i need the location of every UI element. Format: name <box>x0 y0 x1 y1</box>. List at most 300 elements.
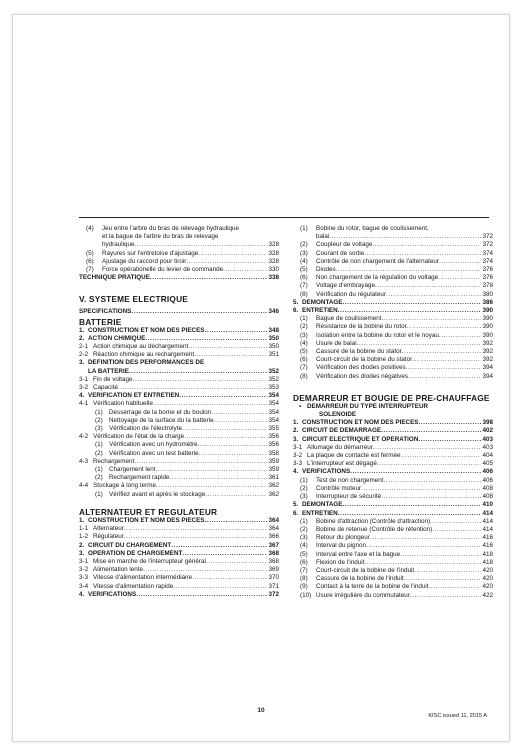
toc-sub-entry <box>79 533 279 541</box>
entry-page: 358 <box>268 449 279 457</box>
entry-number: (7) <box>300 566 308 574</box>
toc-entry <box>293 373 493 381</box>
entry-number: (2) <box>300 484 308 492</box>
leader-dots <box>136 591 267 599</box>
entry-title: Flexion de l'induit <box>316 558 365 566</box>
toc-main-entry <box>79 591 279 599</box>
entry-number: (3) <box>300 249 308 257</box>
leader-dots <box>179 392 267 400</box>
entry-title: Réaction chimique au rechargement <box>93 351 195 359</box>
toc-main-entry-cont <box>79 368 279 376</box>
entry-number: (6) <box>86 257 94 265</box>
entry-title: Action chimique au déchargement <box>93 343 189 351</box>
entry-title: ACTION CHIMIQUE <box>88 334 146 342</box>
leader-dots <box>182 550 267 558</box>
toc-entry <box>293 258 493 266</box>
entry-title: Test de non chargement <box>316 476 384 484</box>
entry-title: Bobine d'attraction (Contrôle d'attraction) <box>316 517 431 525</box>
entry-page: 404 <box>482 452 493 460</box>
entry-number: (1) <box>300 225 308 232</box>
entry-title: Retour du plongeur <box>316 534 370 542</box>
leader-dots <box>432 526 481 534</box>
entry-page: 362 <box>268 482 279 490</box>
entry-title: ENTRETIEN <box>302 307 338 315</box>
entry-number: 3-4 <box>79 582 89 590</box>
leader-dots <box>406 364 482 372</box>
entry-number: (7) <box>300 364 308 372</box>
toc-main-entry <box>79 392 279 400</box>
leader-dots <box>414 567 481 575</box>
toc-entry <box>293 477 493 485</box>
leader-dots <box>364 250 481 258</box>
toc-entry <box>293 493 493 501</box>
toc-main-entry <box>293 419 493 427</box>
section-heading: BATTERIE <box>79 316 122 327</box>
leader-dots <box>173 583 267 591</box>
entry-number: (5) <box>300 348 308 356</box>
toc-subitem-entry <box>79 441 279 449</box>
leader-dots <box>199 450 268 458</box>
toc-main-entry <box>79 308 279 316</box>
entry-title: Contrôle moteur <box>316 484 362 492</box>
subheading-text: DEMARREUR DU TYPE INTERRUPTEUR <box>307 402 429 410</box>
entry-title: hydraulique <box>102 241 135 249</box>
entry-page: 414 <box>482 509 493 517</box>
entry-page: 368 <box>268 557 279 565</box>
entry-title: balai <box>316 233 330 241</box>
section-heading: ALTERNATEUR ET REGULATEUR <box>79 506 218 517</box>
toc-main-entry <box>79 335 279 343</box>
entry-number: (2) <box>95 416 103 424</box>
toc-entry <box>79 250 279 258</box>
leader-dots <box>402 348 482 356</box>
entry-page: 338 <box>268 274 279 282</box>
leader-dots <box>338 510 482 518</box>
entry-title: Vérification du régulateur <box>316 290 387 298</box>
entry-title: Interval entre l'axe et la bague <box>316 550 401 558</box>
toc-entry <box>293 274 493 282</box>
toc-entry <box>293 332 493 340</box>
entry-title: Isolation entre la bobine du rotor et le noyau <box>316 331 439 339</box>
toc-entry <box>293 340 493 348</box>
entry-page: 408 <box>482 493 493 501</box>
entry-number: 4-3 <box>79 457 89 465</box>
entry-page: 352 <box>268 375 279 383</box>
entry-title: Nettoyage de la surface du la batterie <box>109 416 214 424</box>
entry-page: 367 <box>268 541 279 549</box>
leader-dots <box>381 493 481 501</box>
entry-number: (2) <box>300 241 308 249</box>
leader-dots <box>336 266 482 274</box>
issue-label: KISC issued 11, 2015 A <box>428 713 487 719</box>
entry-number: (6) <box>300 558 308 566</box>
toc-entry <box>293 551 493 559</box>
toc-sub-entry <box>293 444 493 452</box>
toc-subitem-entry <box>79 450 279 458</box>
entry-page: 392 <box>482 356 493 364</box>
entry-page: 350 <box>268 334 279 342</box>
entry-title: VERIFICATIONS <box>302 468 351 476</box>
entry-page: 408 <box>482 484 493 492</box>
entry-page: 398 <box>482 419 493 427</box>
entry-number: (1) <box>300 517 308 525</box>
entry-title: Fin de voltage <box>93 375 133 383</box>
entry-title: Vérifiez avant et après le stockage <box>109 490 206 498</box>
entry-page: 361 <box>268 474 279 482</box>
leader-dots <box>329 233 481 241</box>
leader-dots <box>384 477 482 485</box>
entry-number: (5) <box>300 266 308 274</box>
leader-dots <box>150 274 268 282</box>
entry-number: 4. <box>79 392 85 400</box>
leader-dots <box>408 373 481 381</box>
entry-title: Alimentation lente <box>93 566 144 574</box>
entry-page: 392 <box>482 339 493 347</box>
toc-entry <box>293 534 493 542</box>
entry-number: (1) <box>95 466 103 474</box>
entry-title: Diodes <box>316 266 336 274</box>
entry-title: Mise en marche de l'interrupteur général <box>93 557 206 565</box>
toc-sub-entry <box>79 384 279 392</box>
toc-sub-entry <box>79 433 279 441</box>
toc-entry <box>293 518 493 526</box>
leader-dots <box>381 427 481 435</box>
entry-title: DEMONTAGE <box>302 298 343 306</box>
entry-page: 352 <box>268 367 279 375</box>
toc-sub-entry <box>79 400 279 408</box>
entry-number: 4. <box>79 590 85 598</box>
entry-title: Desserrage de la borne et du boulon <box>109 408 212 416</box>
leader-dots <box>198 441 268 449</box>
entry-number: (3) <box>300 331 308 339</box>
leader-dots <box>377 460 482 468</box>
entry-number: 2-1 <box>79 343 89 351</box>
entry-page: 416 <box>482 534 493 542</box>
entry-title: TECHNIQUE PRATIQUE <box>79 274 150 282</box>
entry-page: 364 <box>268 525 279 533</box>
leader-dots <box>206 558 268 566</box>
entry-page: 370 <box>268 574 279 582</box>
entry-title: Non chargement de la régulation du voltage <box>316 274 439 282</box>
leader-dots <box>429 583 482 591</box>
entry-page: 394 <box>482 364 493 372</box>
entry-number: (7) <box>86 266 94 274</box>
entry-number: 1-2 <box>79 533 89 541</box>
leader-dots <box>205 517 268 525</box>
entry-page: 354 <box>268 400 279 408</box>
entry-title: Vérification habituelle <box>93 400 153 408</box>
toc-main-entry <box>79 542 279 550</box>
entry-number: (8) <box>300 575 308 583</box>
toc-subitem-entry <box>79 409 279 417</box>
toc-sub-entry <box>293 460 493 468</box>
entry-title: Rechargement <box>93 457 135 465</box>
toc-entry <box>293 559 493 567</box>
entry-number: (9) <box>300 583 308 591</box>
leader-dots <box>410 592 482 600</box>
entry-title: La plaque de contacte est fermée <box>307 452 401 460</box>
leader-dots <box>338 307 482 315</box>
toc-entry <box>293 315 493 323</box>
entry-page: 392 <box>482 348 493 356</box>
entry-number: 6. <box>293 307 299 315</box>
entry-title: Rayures sur l'entretoise d'ajustage <box>102 249 199 257</box>
toc-main-entry <box>293 501 493 509</box>
toc-main-entry <box>79 517 279 525</box>
toc-entry <box>293 575 493 583</box>
leader-dots <box>186 258 267 266</box>
toc-subitem-entry <box>79 466 279 474</box>
leader-dots <box>170 474 268 482</box>
entry-page: 374 <box>482 249 493 257</box>
toc-sub-entry <box>79 458 279 466</box>
toc-entry-cont <box>79 233 279 241</box>
entry-page: 410 <box>482 501 493 509</box>
entry-title: CIRCUIT DE DEMARRAGE <box>302 427 382 435</box>
entry-page: 368 <box>268 549 279 557</box>
leader-dots <box>418 436 481 444</box>
toc-entry <box>293 266 493 274</box>
page-number: 10 <box>257 707 265 714</box>
leader-dots <box>381 315 481 323</box>
entry-title: CONSTRUCTION ET NOM DES PIECES <box>88 516 205 524</box>
entry-title: Court-circuit de la bobine de l'induit <box>316 566 415 574</box>
entry-number: (6) <box>300 356 308 364</box>
entry-page: 390 <box>482 331 493 339</box>
leader-dots <box>364 559 481 567</box>
entry-title: Vérification de l'électrolyte <box>109 425 182 433</box>
leader-dots <box>133 376 268 384</box>
entry-number: 1-1 <box>79 525 89 533</box>
toc-sub-entry <box>79 351 279 359</box>
toc-entry <box>293 583 493 591</box>
leader-dots <box>350 468 481 476</box>
entry-title: Court-circuit de la bobine du stator <box>316 356 413 364</box>
entry-page: 351 <box>268 351 279 359</box>
entry-page: 348 <box>268 326 279 334</box>
entry-title: Vérification avec un hydromètre <box>109 441 198 449</box>
toc-sub-entry <box>79 558 279 566</box>
entry-number: 3-1 <box>79 557 89 565</box>
toc-subitem-entry <box>79 417 279 425</box>
entry-page: 406 <box>482 476 493 484</box>
entry-title: DEMONTAGE <box>302 501 343 509</box>
toc-main-entry <box>293 307 493 315</box>
toc-entry <box>293 485 493 493</box>
leader-dots <box>223 266 267 274</box>
toc-entry <box>293 592 493 600</box>
entry-number: 1. <box>293 419 299 427</box>
entry-page: 354 <box>268 408 279 416</box>
entry-number: 2. <box>293 427 299 435</box>
entry-number: (7) <box>300 282 308 290</box>
leader-dots <box>404 575 482 583</box>
entry-page: 328 <box>268 257 279 265</box>
toc-sub-entry <box>79 566 279 574</box>
entry-title: Usure de balai <box>316 339 357 347</box>
entry-page: 390 <box>482 307 493 315</box>
entry-title: Stockage à long terme <box>93 482 157 490</box>
toc-entry-cont <box>293 233 493 241</box>
entry-title: Cassure de la bobine de l'induit <box>316 575 404 583</box>
toc-entry <box>79 258 279 266</box>
entry-number: (1) <box>300 476 308 484</box>
entry-title: Interval du pignon <box>316 542 367 550</box>
leader-dots <box>205 327 268 335</box>
top-rule <box>79 217 489 218</box>
entry-number: 3-2 <box>79 384 89 392</box>
leader-dots <box>375 282 482 290</box>
leader-dots <box>342 299 481 307</box>
entry-page: 386 <box>482 298 493 306</box>
entry-page: 356 <box>268 433 279 441</box>
toc-sub-entry <box>79 376 279 384</box>
toc-main-entry <box>293 468 493 476</box>
entry-number: 3-2 <box>79 566 89 574</box>
entry-page: 390 <box>482 315 493 323</box>
entry-title: Rechargement rapide <box>109 474 170 482</box>
entry-page: 405 <box>482 460 493 468</box>
entry-number: 3. <box>293 435 299 443</box>
entry-title: Chargement lent <box>109 466 156 474</box>
document-page <box>12 14 510 742</box>
entry-number: (8) <box>300 372 308 380</box>
leader-dots <box>131 308 267 316</box>
entry-title: LA BATTERIE <box>88 367 129 375</box>
leader-dots <box>430 518 481 526</box>
entry-title: Bague de coulissement <box>316 315 382 323</box>
leader-dots <box>182 425 268 433</box>
entry-page: 354 <box>268 392 279 400</box>
entry-page: 390 <box>482 323 493 331</box>
entry-number: 1. <box>79 516 85 524</box>
entry-title: Capacité <box>93 384 118 392</box>
leader-dots <box>366 542 481 550</box>
leader-dots <box>373 444 482 452</box>
leader-dots <box>124 533 268 541</box>
toc-subitem-entry <box>79 491 279 499</box>
leader-dots <box>407 323 482 331</box>
toc-entry <box>293 356 493 364</box>
entry-number: 2. <box>79 541 85 549</box>
entry-page: 376 <box>482 274 493 282</box>
entry-number: 2-2 <box>79 351 89 359</box>
entry-title: ENTRETIEN <box>302 509 338 517</box>
entry-title: Force opérationelle du levier de commande <box>102 266 224 274</box>
entry-page: 374 <box>482 257 493 265</box>
entry-number: (2) <box>95 474 103 482</box>
toc-main-entry <box>293 510 493 518</box>
entry-title: Contrôle de non chargement de l'alternateur <box>316 257 440 265</box>
toc-entry <box>293 250 493 258</box>
entry-page: 394 <box>482 372 493 380</box>
entry-page: 346 <box>268 308 279 316</box>
leader-dots <box>192 574 267 582</box>
entry-page: 372 <box>482 233 493 241</box>
leader-dots <box>370 534 482 542</box>
bullet-icon: ▪ <box>299 402 302 410</box>
entry-number: (2) <box>300 323 308 331</box>
entry-title: VERIFICATION ET ENTRETIEN <box>88 392 180 400</box>
entry-title: Alternateur <box>93 525 124 533</box>
entry-number: (4) <box>300 257 308 265</box>
toc-main-entry <box>79 274 279 282</box>
toc-main-entry <box>293 427 493 435</box>
entry-title: Cassure de la bobine du stator <box>316 348 402 356</box>
entry-title: L'interrupteur est dégagé <box>307 460 377 468</box>
entry-title: Vérification des diodes négatives <box>316 372 409 380</box>
toc-entry <box>79 225 279 233</box>
toc-entry <box>293 567 493 575</box>
entry-title: Coupleur de voltage <box>316 241 373 249</box>
leader-dots <box>214 417 268 425</box>
leader-dots <box>118 384 268 392</box>
leader-dots <box>156 466 268 474</box>
entry-number: (3) <box>300 534 308 542</box>
entry-number: 4-1 <box>79 400 89 408</box>
entry-page: 362 <box>268 490 279 498</box>
entry-page: 418 <box>482 550 493 558</box>
entry-page: 422 <box>482 591 493 599</box>
leader-dots <box>211 409 267 417</box>
entry-page: 366 <box>268 533 279 541</box>
toc-left-column <box>79 225 279 599</box>
entry-title: CONSTRUCTION ET NOM DES PIECES <box>88 326 205 334</box>
leader-dots <box>184 433 267 441</box>
spacer <box>79 282 279 294</box>
leader-dots <box>439 258 481 266</box>
toc-main-entry <box>293 299 493 307</box>
entry-number: (1) <box>95 408 103 416</box>
entry-number: (4) <box>300 542 308 550</box>
entry-title: Vitesse d'alimentation rapide <box>93 582 174 590</box>
entry-page: 418 <box>482 558 493 566</box>
entry-page: 372 <box>268 590 279 598</box>
entry-page: 328 <box>268 241 279 249</box>
section-subheading <box>293 403 493 411</box>
leader-dots <box>412 356 481 364</box>
leader-dots <box>198 250 267 258</box>
entry-page: 364 <box>268 516 279 524</box>
entry-title: Régulateur <box>93 533 124 541</box>
entry-page: 328 <box>268 249 279 257</box>
toc-entry <box>293 241 493 249</box>
leader-dots <box>342 501 481 509</box>
toc-sub-entry <box>79 343 279 351</box>
entry-page: 376 <box>482 266 493 274</box>
entry-number: 3-3 <box>79 574 89 582</box>
toc-entry <box>293 282 493 290</box>
leader-dots <box>145 335 267 343</box>
entry-number: 6. <box>293 509 299 517</box>
leader-dots <box>419 419 482 427</box>
entry-number: 3. <box>79 359 85 367</box>
entry-page: 371 <box>268 582 279 590</box>
entry-number: (2) <box>95 449 103 457</box>
entry-title: CONSTRUCTION ET NOM DES PIECES <box>302 419 419 427</box>
toc-sub-entry <box>79 574 279 582</box>
leader-dots <box>386 291 481 299</box>
entry-number: 3. <box>79 549 85 557</box>
leader-dots <box>357 340 482 348</box>
leader-dots <box>143 566 267 574</box>
entry-number: (4) <box>300 339 308 347</box>
entry-page: 369 <box>268 566 279 574</box>
entry-page: 420 <box>482 583 493 591</box>
entry-title: Interrupteur de sécurité <box>316 493 382 501</box>
leader-dots <box>129 368 268 376</box>
section-heading: DEMARREUR ET BOUGIE DE PRE-CHAUFFAGE <box>293 392 490 403</box>
